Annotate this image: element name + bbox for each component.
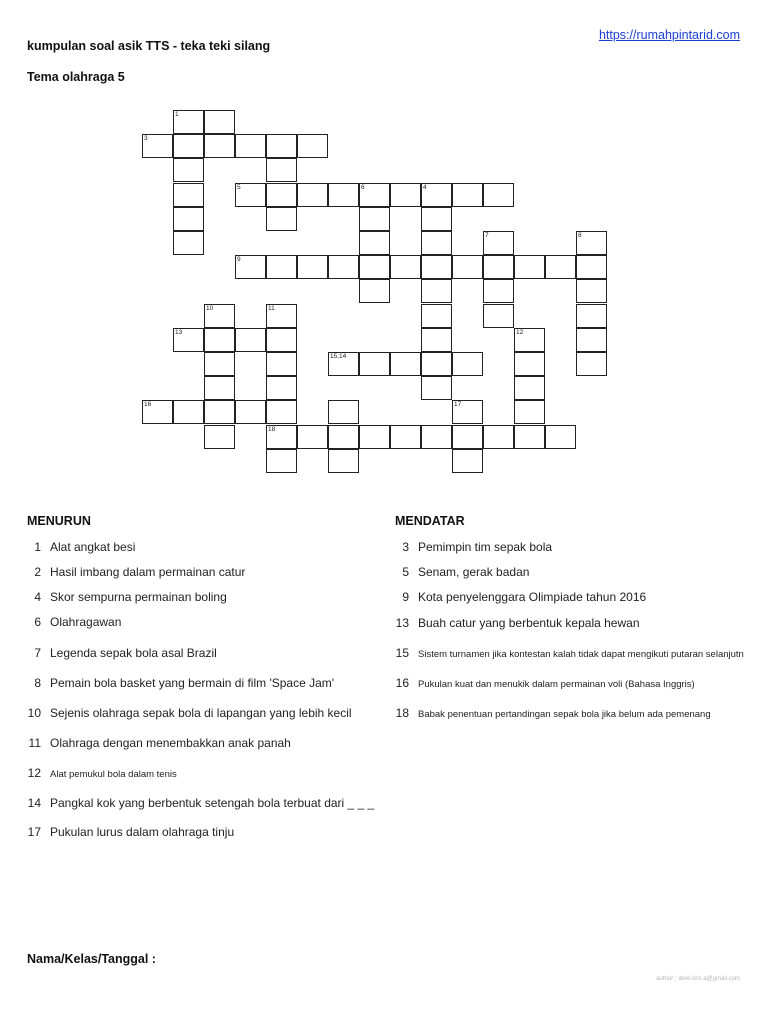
crossword-cell[interactable]: [266, 158, 297, 182]
clue-number: 15: [395, 646, 409, 660]
crossword-cell[interactable]: [204, 425, 235, 449]
crossword-cell[interactable]: [452, 400, 483, 424]
clue-text: Pemain bola basket yang bermain di film 'Space Jam': [50, 676, 335, 690]
crossword-cell[interactable]: [235, 255, 266, 279]
crossword-cell[interactable]: [328, 449, 359, 473]
clue-text: Buah catur yang berbentuk kepala hewan: [418, 616, 640, 630]
clue-number: 4: [34, 590, 41, 604]
crossword-cell[interactable]: [514, 255, 545, 279]
crossword-cell[interactable]: [452, 425, 483, 449]
clue-text: Alat angkat besi: [50, 540, 136, 554]
cell-number: 9: [237, 256, 241, 264]
clue-item: [27, 676, 334, 690]
crossword-cell[interactable]: [421, 376, 452, 400]
cell-number: 12: [516, 328, 524, 336]
clue-item: [27, 706, 352, 720]
crossword-cell[interactable]: [359, 352, 390, 376]
clue-number: 1: [34, 540, 41, 554]
crossword-cell[interactable]: [297, 134, 328, 158]
crossword-cell[interactable]: [204, 328, 235, 352]
crossword-cell[interactable]: [390, 352, 421, 376]
cell-number: 6: [361, 183, 365, 191]
crossword-cell[interactable]: [359, 279, 390, 303]
clue-number: 10: [27, 706, 41, 720]
crossword-cell[interactable]: [266, 376, 297, 400]
crossword-cell[interactable]: [173, 207, 204, 231]
cell-number: 3: [144, 135, 148, 143]
cell-number: 15,14: [330, 353, 347, 360]
clue-text: Hasil imbang dalam permainan catur: [50, 565, 246, 579]
clue-text: Pukulan kuat dan menukik dalam permainan voli (Bahasa Inggris): [418, 679, 695, 690]
clue-item: [27, 796, 374, 810]
crossword-cell[interactable]: [173, 400, 204, 424]
crossword-cell[interactable]: [421, 255, 452, 279]
crossword-cell[interactable]: [173, 231, 204, 255]
cell-number: 5: [237, 183, 241, 191]
crossword-cell[interactable]: [359, 425, 390, 449]
crossword-cell[interactable]: [142, 134, 173, 158]
crossword-cell[interactable]: [328, 425, 359, 449]
clue-number: 14: [27, 796, 41, 810]
crossword-grid: [0, 0, 768, 500]
crossword-cell[interactable]: [545, 425, 576, 449]
clue-text: Alat pemukul bola dalam tenis: [50, 769, 177, 780]
crossword-cell[interactable]: [483, 279, 514, 303]
crossword-cell[interactable]: [142, 400, 173, 424]
crossword-cell[interactable]: [297, 425, 328, 449]
name-class-date-label: Nama/Kelas/Tanggal :: [27, 952, 156, 966]
cell-number: 1: [175, 111, 179, 118]
crossword-cell[interactable]: [483, 425, 514, 449]
cell-number: 8: [578, 232, 582, 239]
crossword-cell[interactable]: [514, 376, 545, 400]
clue-item: [27, 736, 291, 750]
crossword-cell[interactable]: [266, 304, 297, 328]
clue-item: [27, 646, 217, 660]
crossword-cell[interactable]: [452, 352, 483, 376]
clue-number: 11: [28, 736, 41, 750]
clue-item: [27, 590, 227, 604]
crossword-cell[interactable]: [514, 425, 545, 449]
crossword-cell[interactable]: [576, 279, 607, 303]
clue-text: Olahraga dengan menembakkan anak panah: [50, 736, 291, 750]
cell-number: 17: [454, 401, 462, 409]
crossword-cell[interactable]: [421, 207, 452, 231]
clue-text: Sistem turnamen jika kontestan kalah tidak dapat mengikuti putaran selanjutn: [418, 649, 744, 660]
crossword-cell[interactable]: [266, 183, 297, 207]
clue-number: 12: [27, 766, 41, 780]
crossword-cell[interactable]: [173, 134, 204, 158]
crossword-cell[interactable]: [483, 255, 514, 279]
clue-text: Senam, gerak badan: [418, 565, 530, 579]
clue-item: [395, 706, 711, 720]
crossword-cell[interactable]: [576, 304, 607, 328]
crossword-cell[interactable]: [483, 231, 514, 255]
crossword-cell[interactable]: [204, 134, 235, 158]
cell-number: 11: [268, 304, 275, 312]
crossword-cell[interactable]: [204, 352, 235, 376]
crossword-cell[interactable]: [266, 134, 297, 158]
crossword-cell[interactable]: [421, 279, 452, 303]
clue-text: Legenda sepak bola asal Brazil: [50, 646, 217, 660]
clue-item: [395, 590, 646, 604]
clue-number: 3: [402, 540, 409, 554]
cell-number: 13: [175, 328, 183, 336]
crossword-cell[interactable]: [576, 352, 607, 376]
clue-item: [27, 565, 245, 579]
clue-item: [395, 646, 744, 660]
crossword-cell[interactable]: [421, 183, 452, 207]
crossword-cell[interactable]: [297, 255, 328, 279]
crossword-cell[interactable]: [266, 207, 297, 231]
crossword-cell[interactable]: [390, 183, 421, 207]
clue-item: [27, 615, 121, 629]
clue-text: Sejenis olahraga sepak bola di lapangan yang lebih kecil: [50, 706, 352, 720]
clue-text: Pukulan lurus dalam olahraga tinju: [50, 825, 235, 839]
crossword-cell[interactable]: [514, 400, 545, 424]
crossword-cell[interactable]: [390, 255, 421, 279]
cell-number: 18: [268, 425, 276, 433]
clue-text: Kota penyelenggara Olimpiade tahun 2016: [418, 590, 647, 604]
crossword-cell[interactable]: [266, 255, 297, 279]
crossword-cell[interactable]: [421, 304, 452, 328]
crossword-cell[interactable]: [173, 110, 204, 134]
cell-number: 10: [206, 304, 214, 312]
crossword-cell[interactable]: [421, 328, 452, 352]
crossword-cell[interactable]: [204, 110, 235, 134]
crossword-cell[interactable]: [235, 400, 266, 424]
crossword-cell[interactable]: [452, 183, 483, 207]
clue-text: Skor sempurna permainan boling: [50, 590, 227, 604]
website-link[interactable]: https://rumahpintarid.com: [598, 28, 740, 42]
crossword-cell[interactable]: [576, 255, 607, 279]
crossword-cell[interactable]: [173, 158, 204, 182]
clue-number: 7: [34, 646, 41, 660]
crossword-cell[interactable]: [576, 328, 607, 352]
crossword-cell[interactable]: [452, 449, 483, 473]
crossword-cell[interactable]: [204, 304, 235, 328]
crossword-cell[interactable]: [173, 183, 204, 207]
crossword-cell[interactable]: [359, 183, 390, 207]
crossword-cell[interactable]: [328, 400, 359, 424]
crossword-cell[interactable]: [297, 183, 328, 207]
clue-item: [395, 540, 552, 554]
author-credit: author : dewi.kris.a@gmail.com: [656, 976, 740, 982]
cell-number: 16: [144, 401, 152, 409]
clue-item: [395, 676, 695, 690]
crossword-cell[interactable]: [421, 231, 452, 255]
crossword-cell[interactable]: [266, 449, 297, 473]
cell-number: 7: [485, 232, 489, 239]
crossword-cell[interactable]: [266, 352, 297, 376]
menurun-title: MENURUN: [27, 514, 91, 528]
crossword-cell[interactable]: [545, 255, 576, 279]
clue-number: 17: [27, 825, 41, 839]
crossword-cell[interactable]: [576, 231, 607, 255]
clue-number: 6: [34, 615, 41, 629]
clue-item: [395, 565, 529, 579]
crossword-cell[interactable]: [421, 352, 452, 376]
clue-text: Olahragawan: [50, 615, 122, 629]
clue-number: 18: [395, 706, 409, 720]
document-title: kumpulan soal asik TTS - teka teki silang: [27, 39, 271, 53]
clue-text: Babak penentuan pertandingan sepak bola jika belum ada pemenang: [418, 709, 711, 720]
clue-number: 2: [34, 565, 41, 579]
crossword-cell[interactable]: [235, 134, 266, 158]
crossword-cell[interactable]: [390, 425, 421, 449]
clue-number: 8: [34, 676, 41, 690]
clue-text: Pangkal kok yang berbentuk setengah bola terbuat dari _ _ _: [50, 796, 375, 810]
clue-item: [27, 540, 135, 554]
clue-number: 16: [395, 676, 409, 690]
clue-number: 9: [402, 590, 409, 604]
crossword-cell[interactable]: [421, 425, 452, 449]
crossword-cell[interactable]: [514, 328, 545, 352]
crossword-cell[interactable]: [266, 328, 297, 352]
clue-number: 5: [402, 565, 409, 579]
crossword-cell[interactable]: [328, 183, 359, 207]
crossword-cell[interactable]: [328, 352, 359, 376]
crossword-cell[interactable]: [359, 231, 390, 255]
crossword-cell[interactable]: [235, 183, 266, 207]
document-subtitle: Tema olahraga 5: [27, 70, 125, 84]
crossword-cell[interactable]: [359, 255, 390, 279]
crossword-cell[interactable]: [359, 207, 390, 231]
crossword-cell[interactable]: [266, 400, 297, 424]
crossword-cell[interactable]: [204, 376, 235, 400]
cell-number: 4: [423, 183, 427, 191]
crossword-cell[interactable]: [266, 425, 297, 449]
crossword-cell[interactable]: [235, 328, 266, 352]
crossword-cell[interactable]: [204, 400, 235, 424]
clue-item: [27, 825, 234, 839]
crossword-cell[interactable]: [483, 304, 514, 328]
clue-item: [395, 616, 640, 630]
clue-item: [27, 766, 177, 780]
crossword-cell[interactable]: [452, 255, 483, 279]
crossword-cell[interactable]: [173, 328, 204, 352]
clue-text: Pemimpin tim sepak bola: [418, 540, 553, 554]
clue-number: 13: [395, 616, 409, 630]
crossword-cell[interactable]: [514, 352, 545, 376]
mendatar-title: MENDATAR: [395, 514, 465, 528]
crossword-cell[interactable]: [483, 183, 514, 207]
crossword-cell[interactable]: [328, 255, 359, 279]
